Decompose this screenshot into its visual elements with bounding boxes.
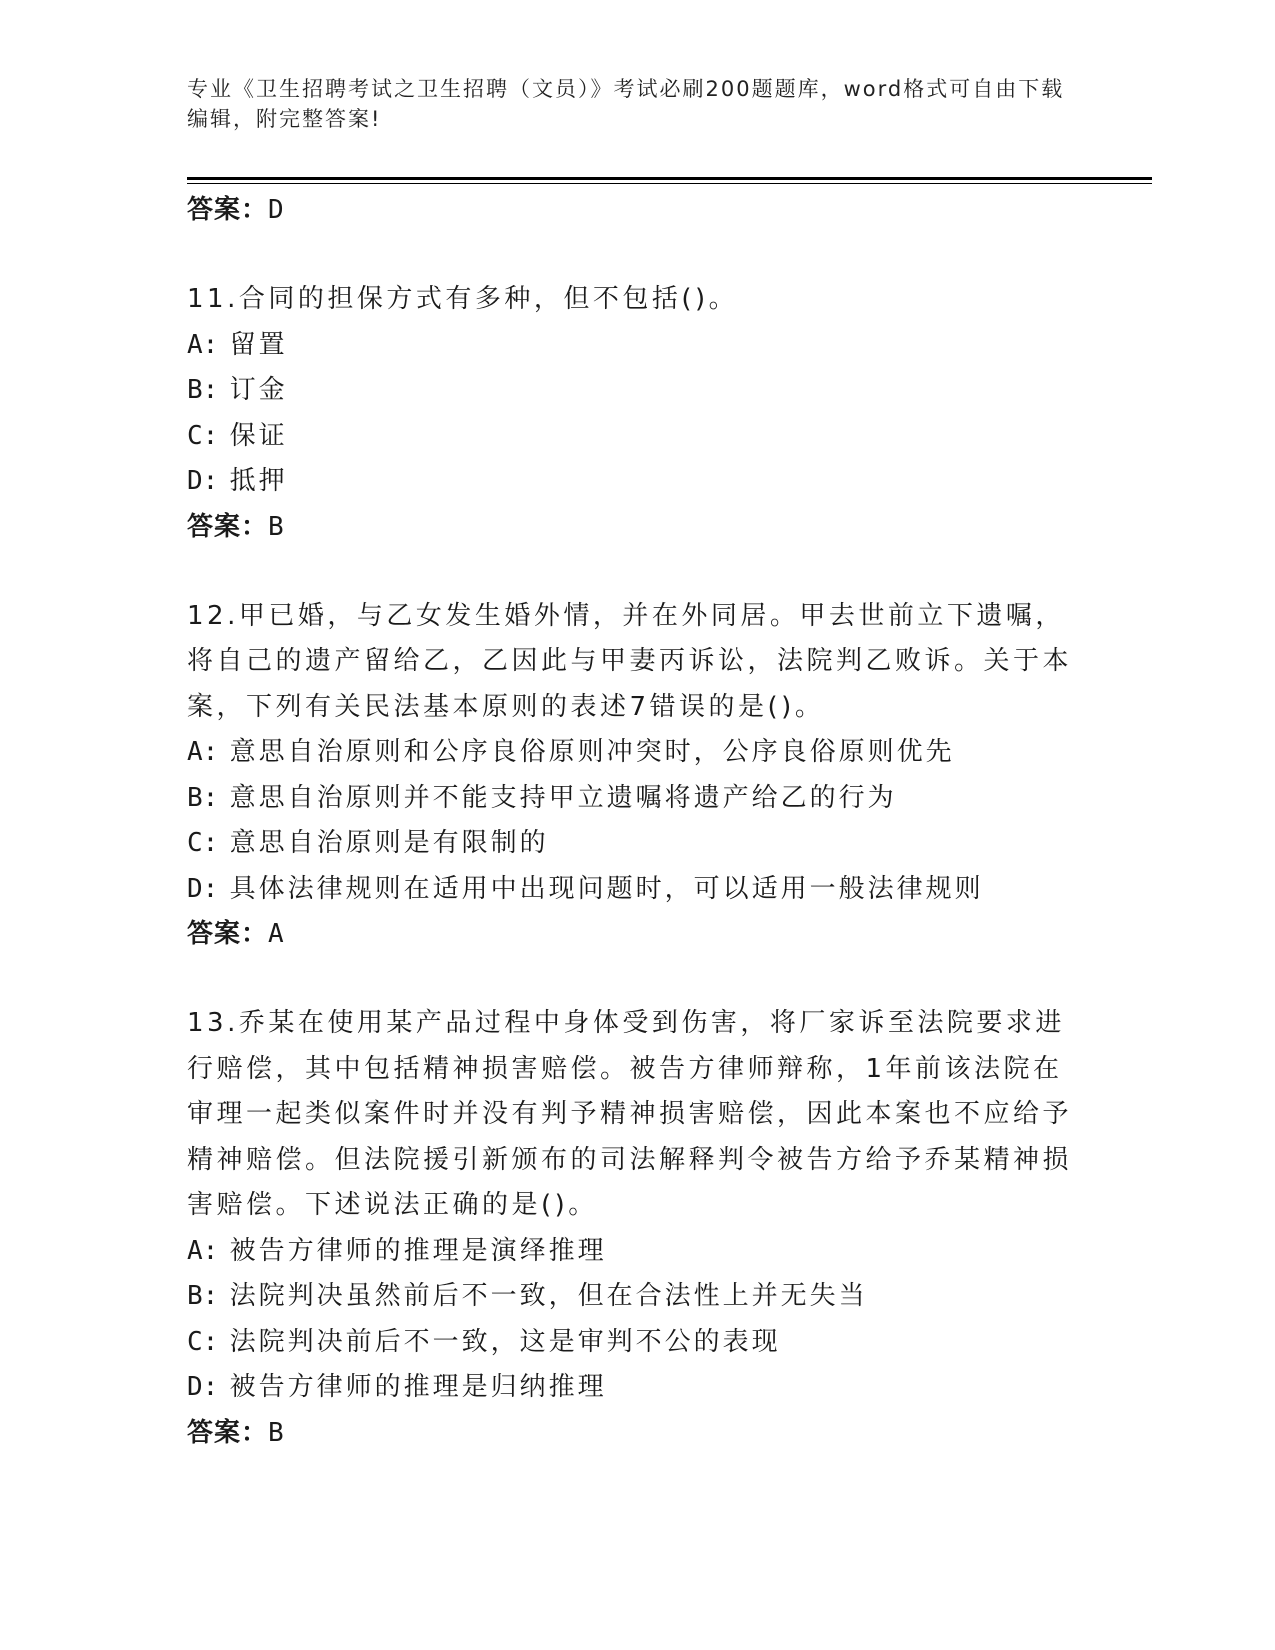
answer-line <box>187 505 1087 550</box>
answer-line <box>187 912 1087 957</box>
option-text: 被告方律师的推理是演绎推理 <box>229 1235 607 1266</box>
answer-value: A <box>268 919 285 949</box>
question-block <box>187 1001 1087 1456</box>
document-header: 专业《卫生招聘考试之卫生招聘（文员）》考试必刷200题题库，word格式可自由下载编辑，附完整答案! <box>187 77 1065 131</box>
answer-label: 答案： <box>187 511 269 542</box>
answer-line <box>187 1411 1087 1456</box>
option-key: B: <box>187 375 219 405</box>
option-key: D: <box>187 1372 219 1402</box>
option-d <box>187 1365 1087 1411</box>
option-b <box>187 1274 1087 1320</box>
option-text: 意思自治原则并不能支持甲立遗嘱将遗产给乙的行为 <box>229 782 897 813</box>
option-key: C: <box>187 420 219 451</box>
question-list <box>187 188 1087 1456</box>
option-text: 法院判决虽然前后不一致，但在合法性上并无失当 <box>229 1281 868 1311</box>
answer-label: 答案： <box>187 195 269 225</box>
question-text: 13.乔某在使用某产品过程中身体受到伤害，将厂家诉至法院要求进行赔偿，其中包括精神损害赔偿。被告方律师辩称，1年前该法院在审理一起类似案件时并没有判予精神损害赔偿，因此本案也不应给予精神赔偿。但法院援引新颁布的司法解释判令被告方给予乔某精神损害赔偿。下述说法正确的是()。 <box>187 1008 1073 1220</box>
answer-label: 答案： <box>187 1417 269 1448</box>
option-a <box>187 323 1087 369</box>
header-divider-thick <box>187 177 1152 180</box>
option-text: 意思自治原则是有限制的 <box>229 828 549 858</box>
option-c <box>187 414 1087 460</box>
question-block <box>187 594 1087 958</box>
option-text: 具体法律规则在适用中出现问题时，可以适用一般法律规则 <box>229 873 984 904</box>
answer-label: 答案： <box>187 919 269 949</box>
option-key: D: <box>187 466 219 496</box>
option-key: A: <box>187 737 219 767</box>
option-key: A: <box>187 329 219 360</box>
option-text: 订金 <box>229 375 288 405</box>
option-text: 留置 <box>229 329 288 360</box>
option-key: C: <box>187 1326 219 1357</box>
option-a <box>187 1229 1087 1275</box>
option-text: 被告方律师的推理是归纳推理 <box>229 1372 607 1402</box>
option-c <box>187 821 1087 867</box>
option-text: 意思自治原则和公序良俗原则冲突时，公序良俗原则优先 <box>229 737 955 767</box>
question-text: 12.甲已婚，与乙女发生婚外情，并在外同居。甲去世前立下遗嘱，将自己的遗产留给乙，乙因此与甲妻丙诉讼，法院判乙败诉。关于本案，下列有关民法基本原则的表述7错误的是()。 <box>187 600 1073 722</box>
option-text: 抵押 <box>229 466 288 496</box>
option-b <box>187 368 1087 414</box>
option-key: A: <box>187 1235 219 1266</box>
option-d <box>187 459 1087 505</box>
option-c <box>187 1320 1087 1366</box>
answer-value: B <box>268 511 285 542</box>
header-divider-thin <box>187 183 1152 184</box>
option-key: D: <box>187 873 219 904</box>
answer-value: D <box>268 195 285 225</box>
option-key: C: <box>187 828 219 858</box>
option-b <box>187 776 1087 822</box>
option-d <box>187 867 1087 913</box>
option-key: B: <box>187 782 219 813</box>
answer-value: B <box>268 1417 285 1448</box>
answer-line <box>187 188 1087 233</box>
option-key: B: <box>187 1281 219 1311</box>
question-block <box>187 277 1087 550</box>
question-text: 11.合同的担保方式有多种，但不包括()。 <box>187 284 739 314</box>
option-a <box>187 730 1087 776</box>
option-text: 保证 <box>229 420 288 451</box>
option-text: 法院判决前后不一致，这是审判不公的表现 <box>229 1326 781 1357</box>
